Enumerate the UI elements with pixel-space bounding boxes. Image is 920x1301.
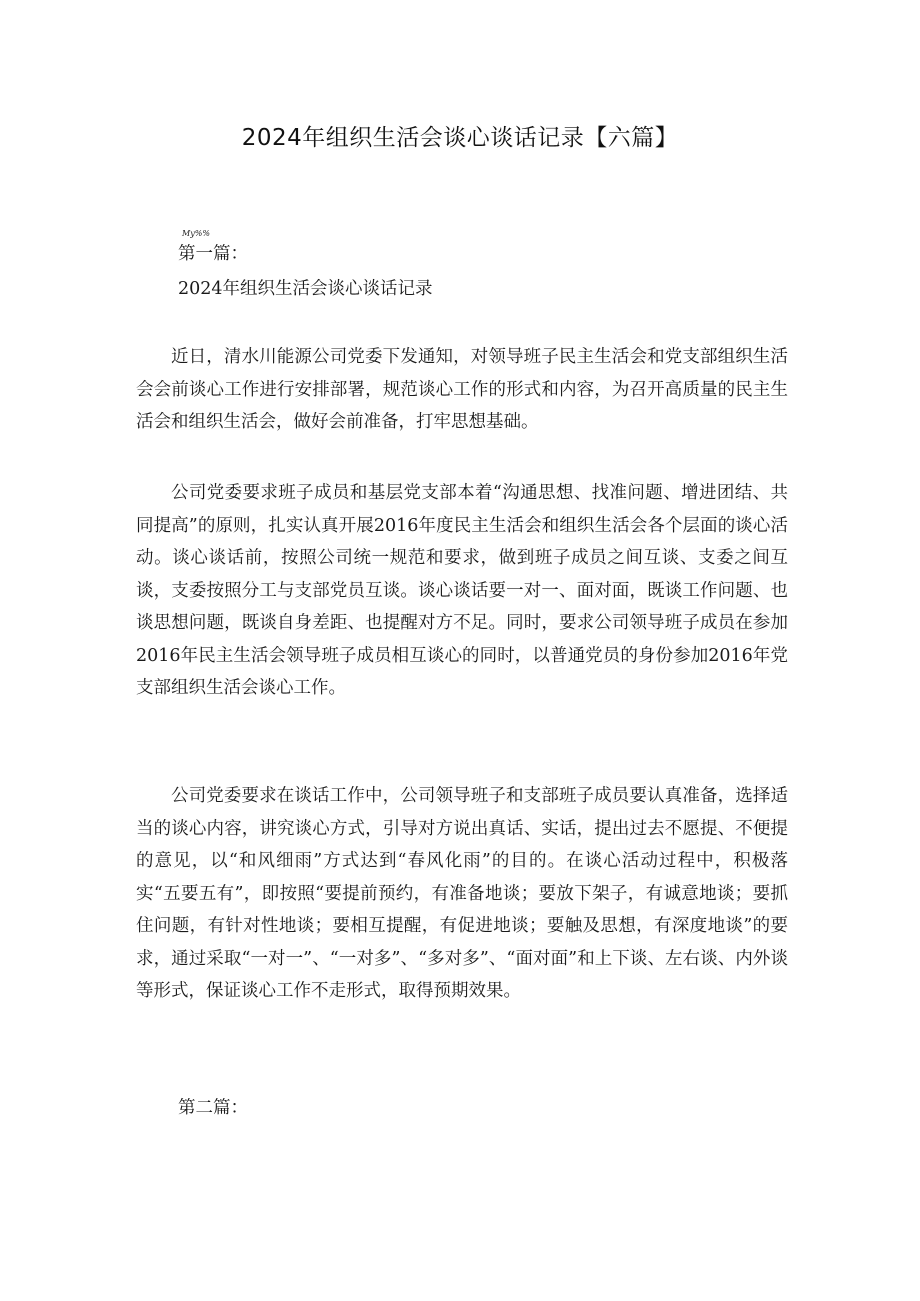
paragraph-1: 近日，清水川能源公司党委下发通知，对领导班子民主生活会和党支部组织生活会会前谈心工作进行安排部署，规范谈心工作的形式和内容，为召开高质量的民主生活会和组织生活会，做好会前准备，打牢思想基础。 (136, 347, 788, 432)
paragraph-3: 公司党委要求在谈话工作中，公司领导班子和支部班子成员要认真准备，选择适当的谈心内容，讲究谈心方式，引导对方说出真话、实话，提出过去不愿提、不便提的意见，以“和风细雨”方式达到“春风化雨”的目的。在谈心活动过程中，积极落实“五要五有”，即按照“要提前预约，有准备地谈；要放下架子，有诚意地谈；要抓住问题，有针对性地谈；要相互提醒，有促进地谈；要触及思想，有深度地谈”的要求，通过采取“一对一”、“一对多”、“多对多”、“面对面”和上下谈、左右谈、内外谈等形式，保证谈心工作不走形式，取得预期效果。 (136, 786, 788, 1001)
section-1-heading: 第一篇： (178, 244, 248, 264)
stamp-mark: My%% (182, 229, 210, 238)
document-title: 2024年组织生活会谈心谈话记录【六篇】 (241, 125, 679, 151)
section-2-heading: 第二篇： (178, 1098, 248, 1118)
section-1-subtitle: 2024年组织生活会谈心谈话记录 (178, 279, 433, 299)
paragraph-2: 公司党委要求班子成员和基层党支部本着“沟通思想、找准问题、增进团结、共同提高”的原则，扎实认真开展2016年度民主生活会和组织生活会各个层面的谈心活动。谈心谈话前，按照公司统一规范和要求，做到班子成员之间互谈、支委之间互谈，支委按照分工与支部党员互谈。谈心谈话要一对一、面对面，既谈工作问题、也谈思想问题，既谈自身差距、也提醒对方不足。同时，要求公司领导班子成员在参加2016年民主生活会领导班子成员相互谈心的同时，以普通党员的身份参加2016年党支部组织生活会谈心工作。 (136, 483, 788, 698)
